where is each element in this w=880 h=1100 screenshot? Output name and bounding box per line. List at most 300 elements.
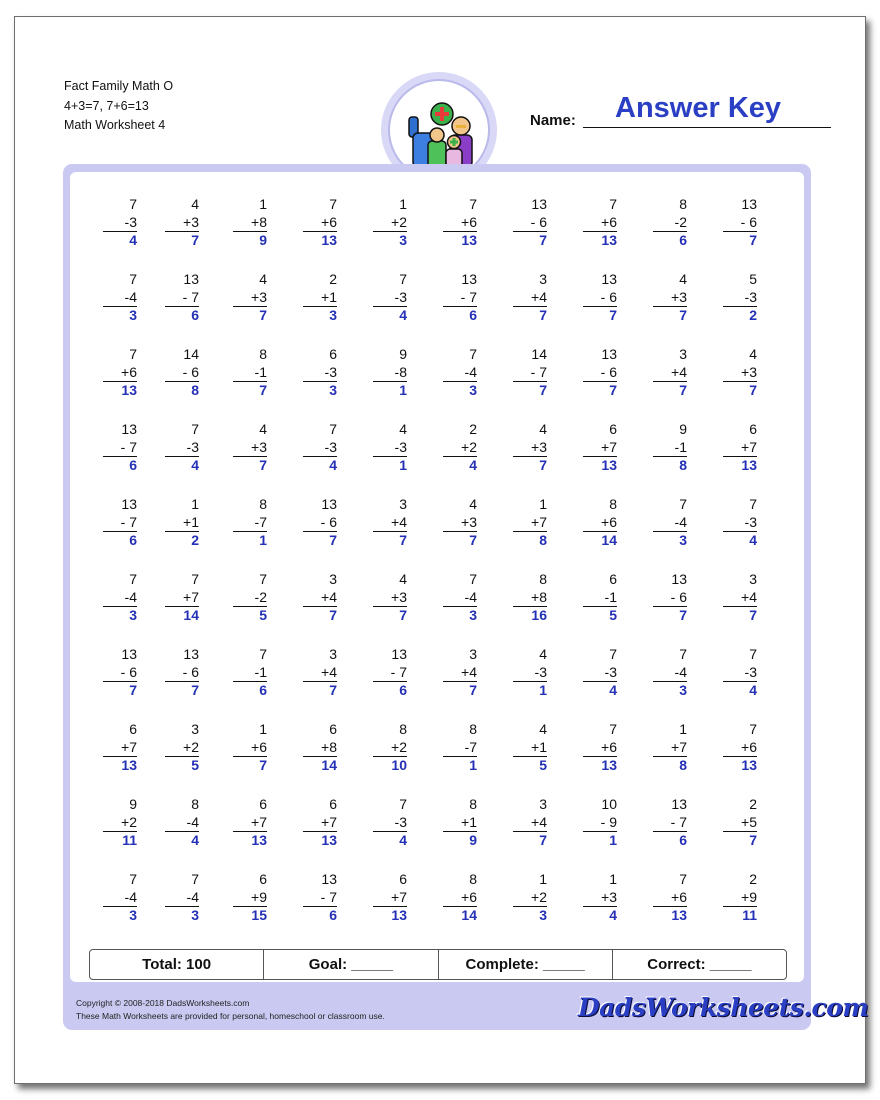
math-problem: [583, 496, 617, 550]
math-problem: [443, 721, 477, 775]
problem-top-number: 4: [539, 721, 547, 737]
problem-top-number: 13: [601, 271, 617, 287]
problem-top-number: 3: [329, 646, 337, 662]
problem-top-number: 8: [469, 796, 477, 812]
problem-operator-number: +1: [531, 738, 547, 755]
problem-operator-number: +4: [321, 663, 337, 680]
math-problem: [165, 721, 199, 775]
problem-answer: 7: [303, 681, 337, 700]
problem-answer: 9: [233, 231, 267, 250]
math-problem: [233, 646, 267, 700]
problem-answer: 7: [513, 831, 547, 850]
problem-answer: 6: [103, 456, 137, 475]
problem-top-number: 7: [609, 646, 617, 662]
math-problem: [583, 721, 617, 775]
problem-top-number: 4: [399, 571, 407, 587]
problem-top-number: 7: [679, 646, 687, 662]
problem-top-number: 7: [191, 421, 199, 437]
problem-operator-number: +2: [121, 813, 137, 830]
problem-operator-number: - 6: [530, 213, 547, 230]
problem-top-number: 14: [531, 346, 547, 362]
problem-answer: 7: [513, 231, 547, 250]
problem-operator-number: +3: [741, 363, 757, 380]
problem-operator-number: +6: [121, 363, 137, 380]
problem-operator-number: +4: [531, 813, 547, 830]
problem-operator-number: -7: [254, 513, 267, 530]
problem-top-number: 1: [259, 721, 267, 737]
problem-answer: 1: [513, 681, 547, 700]
problem-operator-number: - 6: [600, 288, 617, 305]
problem-top-number: 7: [329, 421, 337, 437]
problem-operator-number: +3: [391, 588, 407, 605]
problem-top-number: 1: [609, 871, 617, 887]
problem-operator-number: +3: [531, 438, 547, 455]
problem-top-number: 3: [679, 346, 687, 362]
problem-top-number: 8: [259, 496, 267, 512]
problem-top-number: 7: [469, 346, 477, 362]
math-problem: [443, 871, 477, 925]
problem-answer: 10: [373, 756, 407, 775]
problem-operator-number: - 7: [390, 663, 407, 680]
problem-top-number: 3: [329, 571, 337, 587]
goal-field: Goal: _____: [264, 950, 438, 979]
problem-top-number: 13: [321, 496, 337, 512]
problem-answer: 4: [303, 456, 337, 475]
problem-operator-number: +2: [391, 738, 407, 755]
problem-top-number: 7: [749, 496, 757, 512]
problem-operator-number: -3: [744, 513, 757, 530]
problem-operator-number: +8: [251, 213, 267, 230]
problem-operator-number: +7: [251, 813, 267, 830]
math-problem: [723, 196, 757, 250]
problem-top-number: 4: [399, 421, 407, 437]
problem-top-number: 7: [749, 646, 757, 662]
problem-operator-number: -1: [254, 663, 267, 680]
problem-top-number: 7: [679, 871, 687, 887]
math-problem: [103, 271, 137, 325]
problem-operator-number: -1: [674, 438, 687, 455]
math-problem: [233, 871, 267, 925]
problem-operator-number: - 7: [670, 813, 687, 830]
problem-top-number: 1: [539, 871, 547, 887]
problem-top-number: 2: [469, 421, 477, 437]
problem-answer: 13: [653, 906, 687, 925]
problem-answer: 1: [373, 456, 407, 475]
problem-top-number: 3: [539, 271, 547, 287]
worksheet-number: Math Worksheet 4: [64, 118, 166, 132]
problem-operator-number: -3: [394, 288, 407, 305]
problem-top-number: 7: [259, 646, 267, 662]
math-problem: [583, 346, 617, 400]
problem-answer: 3: [443, 381, 477, 400]
problem-operator-number: -3: [124, 213, 137, 230]
problem-operator-number: - 6: [320, 513, 337, 530]
problem-answer: 3: [373, 231, 407, 250]
problem-answer: 14: [583, 531, 617, 550]
problem-top-number: 1: [259, 196, 267, 212]
problem-answer: 13: [103, 756, 137, 775]
math-problem: [653, 571, 687, 625]
problem-operator-number: +3: [601, 888, 617, 905]
problem-answer: 7: [723, 831, 757, 850]
problem-top-number: 7: [129, 346, 137, 362]
math-problem: [165, 571, 199, 625]
math-problem: [303, 796, 337, 850]
problem-top-number: 8: [191, 796, 199, 812]
problem-answer: 4: [583, 906, 617, 925]
problem-answer: 13: [723, 456, 757, 475]
math-problem: [103, 496, 137, 550]
math-problem: [103, 721, 137, 775]
problem-answer: 9: [443, 831, 477, 850]
problem-answer: 14: [165, 606, 199, 625]
problem-operator-number: +2: [461, 438, 477, 455]
problem-top-number: 6: [129, 721, 137, 737]
problem-top-number: 13: [321, 871, 337, 887]
math-problem: [165, 496, 199, 550]
problem-top-number: 1: [191, 496, 199, 512]
problem-top-number: 10: [601, 796, 617, 812]
problem-answer: 3: [653, 681, 687, 700]
worksheet-subtitle: 4+3=7, 7+6=13: [64, 98, 149, 113]
math-problem: [723, 271, 757, 325]
problem-top-number: 6: [329, 721, 337, 737]
problem-answer: 3: [103, 606, 137, 625]
problem-top-number: 9: [679, 421, 687, 437]
problem-top-number: 13: [531, 196, 547, 212]
problem-top-number: 3: [399, 496, 407, 512]
problem-top-number: 5: [749, 271, 757, 287]
problem-operator-number: - 7: [120, 513, 137, 530]
math-problem: [723, 646, 757, 700]
math-problem: [443, 496, 477, 550]
problem-top-number: 6: [399, 871, 407, 887]
math-problem: [103, 871, 137, 925]
math-problem: [303, 646, 337, 700]
problem-top-number: 9: [129, 796, 137, 812]
math-problem: [443, 571, 477, 625]
math-problem: [653, 871, 687, 925]
problem-answer: 8: [653, 756, 687, 775]
problem-answer: 7: [583, 306, 617, 325]
copyright-text: Copyright © 2008-2018 DadsWorksheets.com: [76, 998, 250, 1008]
problem-top-number: 6: [609, 571, 617, 587]
math-problem: [583, 646, 617, 700]
problem-answer: 13: [303, 831, 337, 850]
problem-top-number: 13: [121, 421, 137, 437]
math-problem: [233, 571, 267, 625]
problem-answer: 7: [165, 681, 199, 700]
problem-top-number: 4: [191, 196, 199, 212]
problem-answer: 4: [165, 456, 199, 475]
problem-answer: 8: [653, 456, 687, 475]
problem-top-number: 13: [671, 796, 687, 812]
math-problem: [303, 721, 337, 775]
answer-key-title: Answer Key: [615, 92, 782, 124]
problem-answer: 16: [513, 606, 547, 625]
problem-answer: 7: [653, 381, 687, 400]
problem-operator-number: +6: [251, 738, 267, 755]
problem-answer: 7: [165, 231, 199, 250]
problem-operator-number: -7: [464, 738, 477, 755]
problem-top-number: 8: [469, 721, 477, 737]
problem-top-number: 3: [469, 646, 477, 662]
problem-answer: 3: [653, 531, 687, 550]
math-problem: [513, 421, 547, 475]
problem-top-number: 4: [749, 346, 757, 362]
problem-answer: 7: [373, 606, 407, 625]
problem-operator-number: +7: [321, 813, 337, 830]
math-problem: [233, 421, 267, 475]
math-problem: [165, 796, 199, 850]
problem-answer: 7: [513, 456, 547, 475]
problem-answer: 3: [303, 306, 337, 325]
problem-operator-number: +6: [461, 213, 477, 230]
problem-operator-number: +7: [671, 738, 687, 755]
problem-operator-number: - 9: [600, 813, 617, 830]
problem-answer: 8: [513, 531, 547, 550]
problem-top-number: 7: [679, 496, 687, 512]
math-problem: [233, 346, 267, 400]
problem-answer: 1: [373, 381, 407, 400]
math-problem: [723, 496, 757, 550]
problem-answer: 13: [103, 381, 137, 400]
problem-operator-number: +2: [531, 888, 547, 905]
problem-top-number: 6: [329, 346, 337, 362]
problem-operator-number: -3: [324, 438, 337, 455]
math-problem: [723, 721, 757, 775]
problem-top-number: 13: [671, 571, 687, 587]
math-problem: [583, 196, 617, 250]
problem-operator-number: +6: [461, 888, 477, 905]
problem-top-number: 13: [391, 646, 407, 662]
problem-operator-number: -3: [744, 663, 757, 680]
problem-answer: 4: [723, 531, 757, 550]
problem-top-number: 8: [399, 721, 407, 737]
problem-answer: 6: [233, 681, 267, 700]
problem-top-number: 7: [399, 271, 407, 287]
problem-answer: 11: [103, 831, 137, 850]
problem-operator-number: -1: [604, 588, 617, 605]
problem-answer: 7: [653, 306, 687, 325]
math-problem: [233, 796, 267, 850]
problem-top-number: 13: [741, 196, 757, 212]
problem-top-number: 7: [749, 721, 757, 737]
problem-answer: 7: [723, 381, 757, 400]
problem-operator-number: +9: [741, 888, 757, 905]
problem-answer: 5: [513, 756, 547, 775]
problem-operator-number: +4: [741, 588, 757, 605]
problem-operator-number: -3: [186, 438, 199, 455]
math-problem: [103, 421, 137, 475]
math-problem: [233, 496, 267, 550]
problem-top-number: 8: [679, 196, 687, 212]
problem-operator-number: -4: [464, 363, 477, 380]
problem-operator-number: - 6: [182, 663, 199, 680]
problem-answer: 8: [165, 381, 199, 400]
problem-operator-number: -4: [186, 888, 199, 905]
problem-operator-number: +5: [741, 813, 757, 830]
math-problem: [373, 346, 407, 400]
problem-answer: 7: [103, 681, 137, 700]
problem-operator-number: -4: [674, 663, 687, 680]
problem-answer: 13: [373, 906, 407, 925]
totals-bar: [89, 949, 787, 980]
math-problem: [165, 646, 199, 700]
problem-operator-number: - 7: [120, 438, 137, 455]
problem-top-number: 1: [539, 496, 547, 512]
math-problem: [653, 271, 687, 325]
math-problem: [165, 346, 199, 400]
math-problem: [653, 796, 687, 850]
math-problem: [653, 346, 687, 400]
footer-text: [76, 997, 385, 1023]
problem-operator-number: +3: [671, 288, 687, 305]
problem-answer: 13: [303, 231, 337, 250]
problem-answer: 7: [443, 681, 477, 700]
problem-answer: 4: [723, 681, 757, 700]
problem-answer: 7: [233, 381, 267, 400]
problem-answer: 4: [443, 456, 477, 475]
math-problem: [653, 646, 687, 700]
problem-answer: 7: [443, 531, 477, 550]
problem-top-number: 7: [259, 571, 267, 587]
problem-answer: 4: [103, 231, 137, 250]
problem-top-number: 13: [121, 496, 137, 512]
problem-operator-number: -3: [534, 663, 547, 680]
math-problem: [653, 496, 687, 550]
problem-answer: 5: [165, 756, 199, 775]
problem-top-number: 13: [461, 271, 477, 287]
problem-top-number: 8: [469, 871, 477, 887]
math-problem: [443, 421, 477, 475]
problem-answer: 14: [303, 756, 337, 775]
problem-operator-number: +7: [601, 438, 617, 455]
problem-operator-number: -3: [604, 663, 617, 680]
problem-top-number: 13: [601, 346, 617, 362]
problem-answer: 3: [443, 606, 477, 625]
math-problem: [443, 646, 477, 700]
problem-top-number: 7: [609, 196, 617, 212]
problem-answer: 1: [583, 831, 617, 850]
math-problem: [513, 721, 547, 775]
problem-operator-number: -4: [124, 588, 137, 605]
math-problem: [373, 796, 407, 850]
problem-operator-number: +3: [251, 288, 267, 305]
problem-top-number: 3: [191, 721, 199, 737]
problem-answer: 4: [165, 831, 199, 850]
problem-answer: 15: [233, 906, 267, 925]
problem-answer: 4: [583, 681, 617, 700]
problem-top-number: 7: [129, 271, 137, 287]
problem-answer: 13: [233, 831, 267, 850]
problem-operator-number: +9: [251, 888, 267, 905]
problem-top-number: 9: [399, 346, 407, 362]
correct-field: Correct: _____: [647, 956, 752, 973]
problem-answer: 14: [443, 906, 477, 925]
worksheet-header: [64, 77, 173, 136]
problem-answer: 5: [583, 606, 617, 625]
math-problem: [723, 871, 757, 925]
problem-answer: 7: [233, 456, 267, 475]
math-problem: [165, 421, 199, 475]
problem-operator-number: -8: [394, 363, 407, 380]
name-line: [583, 127, 831, 128]
problem-top-number: 13: [121, 646, 137, 662]
problem-operator-number: -3: [394, 438, 407, 455]
math-problem: [513, 346, 547, 400]
problem-operator-number: +6: [601, 513, 617, 530]
problem-operator-number: +7: [391, 888, 407, 905]
problem-top-number: 7: [329, 196, 337, 212]
problem-operator-number: +3: [183, 213, 199, 230]
problem-top-number: 4: [539, 646, 547, 662]
math-problem: [373, 271, 407, 325]
problem-answer: 13: [583, 756, 617, 775]
problem-operator-number: +3: [461, 513, 477, 530]
problem-operator-number: - 7: [530, 363, 547, 380]
problem-operator-number: - 7: [320, 888, 337, 905]
problem-operator-number: +6: [321, 213, 337, 230]
problem-operator-number: +7: [121, 738, 137, 755]
problem-answer: 11: [723, 906, 757, 925]
problem-operator-number: +4: [671, 363, 687, 380]
math-problem: [513, 271, 547, 325]
math-problem: [513, 871, 547, 925]
problem-top-number: 13: [183, 646, 199, 662]
math-problem: [233, 271, 267, 325]
problem-answer: 6: [443, 306, 477, 325]
problem-top-number: 7: [129, 871, 137, 887]
problem-top-number: 7: [129, 571, 137, 587]
math-problem: [723, 421, 757, 475]
math-problem: [513, 196, 547, 250]
problem-top-number: 2: [749, 871, 757, 887]
problem-top-number: 13: [183, 271, 199, 287]
math-problem: [513, 496, 547, 550]
problem-answer: 1: [233, 531, 267, 550]
problem-answer: 13: [583, 231, 617, 250]
problem-operator-number: -4: [124, 288, 137, 305]
brand-logo: DadsWorksheets.com: [578, 993, 869, 1022]
problem-operator-number: +4: [531, 288, 547, 305]
math-problem: [233, 196, 267, 250]
problem-top-number: 8: [609, 496, 617, 512]
math-problem: [103, 796, 137, 850]
problem-top-number: 6: [259, 796, 267, 812]
problem-operator-number: -3: [744, 288, 757, 305]
problem-answer: 1: [443, 756, 477, 775]
problem-operator-number: +6: [601, 738, 617, 755]
problem-answer: 7: [233, 756, 267, 775]
problem-top-number: 7: [191, 871, 199, 887]
math-problem: [443, 796, 477, 850]
total-count: Total: 100: [90, 950, 264, 979]
problem-answer: 2: [165, 531, 199, 550]
problem-top-number: 2: [329, 271, 337, 287]
problem-top-number: 7: [399, 796, 407, 812]
problem-top-number: 4: [259, 271, 267, 287]
problem-operator-number: -4: [124, 888, 137, 905]
problem-top-number: 7: [609, 721, 617, 737]
problem-operator-number: -4: [464, 588, 477, 605]
math-problem: [165, 196, 199, 250]
math-problem: [513, 571, 547, 625]
problem-top-number: 2: [749, 796, 757, 812]
math-problem: [373, 421, 407, 475]
problem-answer: 7: [303, 606, 337, 625]
problem-answer: 7: [723, 606, 757, 625]
